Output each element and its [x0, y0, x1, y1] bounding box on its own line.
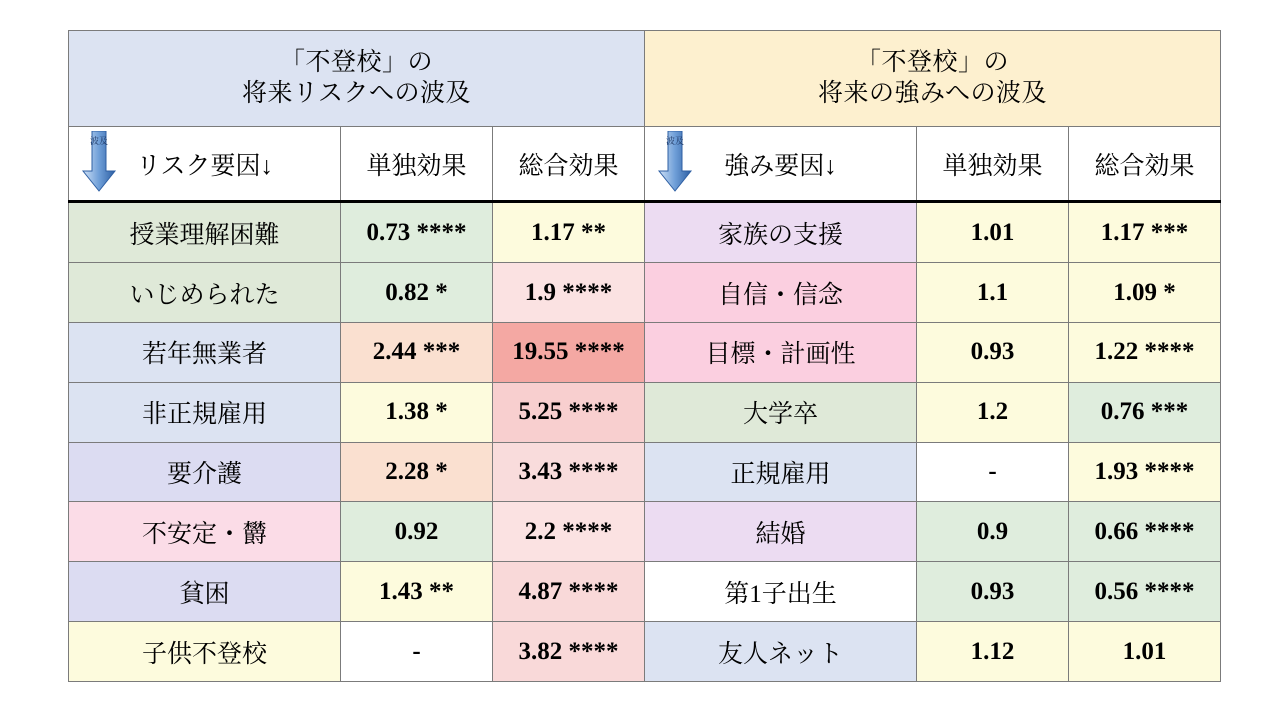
table-row [69, 323, 1221, 383]
right-single-cell: 1.01 [917, 202, 1069, 263]
right-factor-header-label: 強み要因↓ [724, 152, 837, 180]
down-arrow-icon [77, 131, 121, 195]
right-arrow-label: 波及 [665, 136, 684, 147]
title-row [69, 31, 1221, 127]
right-single-cell: 1.12 [917, 622, 1069, 682]
table-row [69, 382, 1221, 442]
left-factor-cell: 非正規雇用 [69, 382, 341, 442]
right-single-cell: 0.93 [917, 323, 1069, 383]
right-total-cell: 1.01 [1069, 622, 1221, 682]
left-factor-cell: 不安定・欝 [69, 502, 341, 562]
left-single-cell: 0.82 * [341, 263, 493, 323]
right-factor-cell: 正規雇用 [645, 442, 917, 502]
right-factor-cell: 友人ネット [645, 622, 917, 682]
right-total-cell: 1.09 * [1069, 263, 1221, 323]
effects-table [68, 30, 1221, 682]
left-total-cell: 5.25 **** [493, 382, 645, 442]
left-factor-header-label: リスク要因↓ [135, 152, 273, 180]
right-single-cell: 1.1 [917, 263, 1069, 323]
right-single-header: 単独効果 [917, 127, 1069, 202]
right-factor-cell: 結婚 [645, 502, 917, 562]
left-factor-cell: 要介護 [69, 442, 341, 502]
table-row [69, 202, 1221, 263]
right-title-line1: 「不登校」の [855, 49, 1009, 77]
left-single-cell: 1.43 ** [341, 562, 493, 622]
left-factor-cell: 授業理解困難 [69, 202, 341, 263]
left-single-cell: 2.44 *** [341, 323, 493, 383]
left-factor-cell: 貧困 [69, 562, 341, 622]
left-factor-cell: 子供不登校 [69, 622, 341, 682]
left-single-cell: 1.38 * [341, 382, 493, 442]
left-total-cell: 1.9 **** [493, 263, 645, 323]
table-row [69, 263, 1221, 323]
right-factor-cell: 自信・信念 [645, 263, 917, 323]
left-factor-cell: 若年無業者 [69, 323, 341, 383]
left-total-cell: 4.87 **** [493, 562, 645, 622]
left-total-cell: 1.17 ** [493, 202, 645, 263]
left-title-line2: 将来リスクへの波及 [241, 79, 471, 107]
left-factor-cell: いじめられた [69, 263, 341, 323]
table-row [69, 562, 1221, 622]
left-total-cell: 2.2 **** [493, 502, 645, 562]
table-figure [68, 30, 1220, 682]
right-title-line2: 将来の強みへの波及 [817, 79, 1047, 107]
left-single-cell: 0.92 [341, 502, 493, 562]
right-factor-cell: 目標・計画性 [645, 323, 917, 383]
right-total-cell: 1.93 **** [1069, 442, 1221, 502]
header-row [69, 127, 1221, 202]
right-single-cell: - [917, 442, 1069, 502]
right-total-cell: 1.22 **** [1069, 323, 1221, 383]
right-single-cell: 0.93 [917, 562, 1069, 622]
right-single-cell: 0.9 [917, 502, 1069, 562]
left-total-header: 総合効果 [493, 127, 645, 202]
right-factor-cell: 第1子出生 [645, 562, 917, 622]
down-arrow-icon-2 [653, 131, 697, 195]
left-single-cell: 0.73 **** [341, 202, 493, 263]
left-title-line1: 「不登校」の [279, 49, 433, 77]
left-total-cell: 3.43 **** [493, 442, 645, 502]
left-table-title [69, 31, 645, 127]
table-row [69, 502, 1221, 562]
right-single-cell: 1.2 [917, 382, 1069, 442]
left-factor-header [69, 127, 341, 202]
left-arrow-label: 波及 [89, 136, 108, 147]
left-total-cell: 19.55 **** [493, 323, 645, 383]
left-single-header: 単独効果 [341, 127, 493, 202]
right-total-cell: 0.56 **** [1069, 562, 1221, 622]
right-table-title [645, 31, 1221, 127]
right-total-cell: 1.17 *** [1069, 202, 1221, 263]
right-total-cell: 0.76 *** [1069, 382, 1221, 442]
right-factor-header [645, 127, 917, 202]
left-total-cell: 3.82 **** [493, 622, 645, 682]
right-factor-cell: 家族の支援 [645, 202, 917, 263]
table-row [69, 442, 1221, 502]
right-total-header: 総合効果 [1069, 127, 1221, 202]
left-single-cell: 2.28 * [341, 442, 493, 502]
table-row [69, 622, 1221, 682]
right-total-cell: 0.66 **** [1069, 502, 1221, 562]
left-single-cell: - [341, 622, 493, 682]
right-factor-cell: 大学卒 [645, 382, 917, 442]
